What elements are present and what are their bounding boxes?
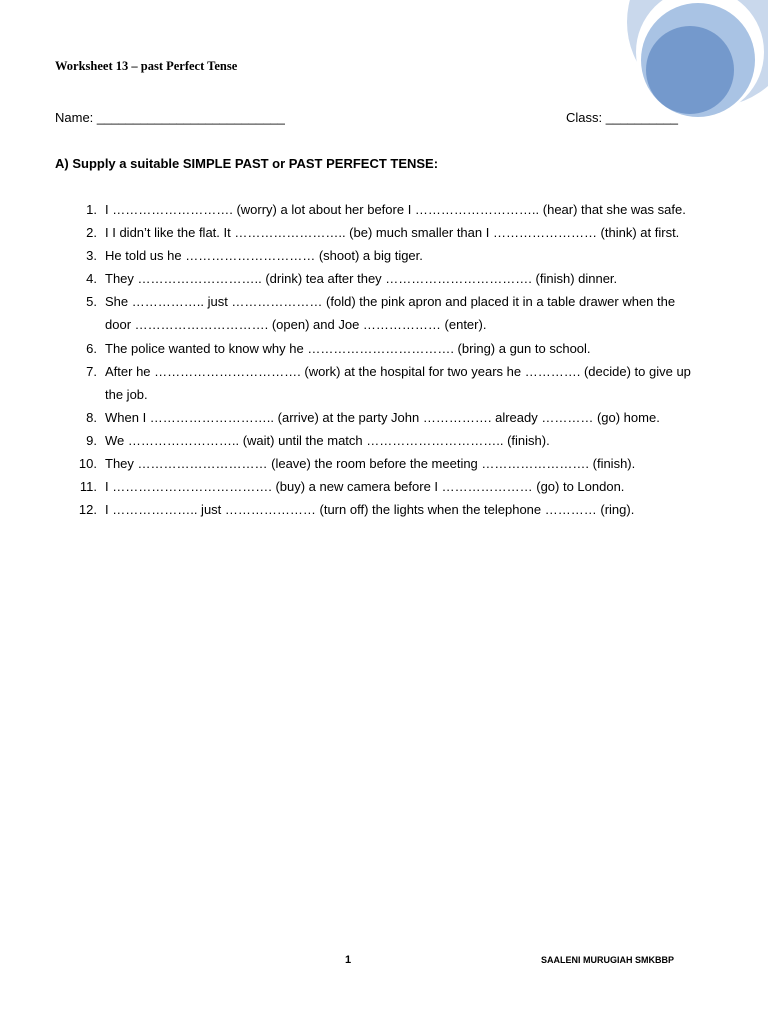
question-item [55, 452, 695, 475]
question-number: 1. [86, 202, 97, 217]
question-number: 4. [86, 271, 97, 287]
inner-circle [646, 26, 734, 114]
worksheet-title: Worksheet 13 – past Perfect Tense [55, 59, 238, 73]
question-item [55, 429, 695, 452]
question-text: The police wanted to know why he ……………………………. (bring) a gun to school. [105, 340, 591, 356]
question-text: We …………………….. (wait) until the match ………………………….. (finish). [105, 432, 550, 448]
question-number: 5. [86, 294, 97, 310]
question-item [55, 498, 695, 521]
question-text: I ……………….. just ………………… (turn off) the lights when the telephone ………… (ring). [105, 502, 635, 518]
question-item [55, 290, 695, 336]
question-number: 7. [86, 363, 97, 379]
footer-author: SAALENI MURUGIAH SMKBBP [541, 955, 675, 965]
question-text: They ………………………… (leave) the room before the meeting ……………………. (finish). [105, 456, 636, 472]
page-number: 1 [345, 954, 352, 966]
question-number: 2. [86, 225, 97, 241]
section-heading: A) Supply a suitable SIMPLE PAST or PAST PERFECT TENSE: [55, 156, 439, 171]
question-number: 6. [86, 340, 97, 356]
question-number: 8. [86, 409, 97, 425]
question-number: 10. [78, 456, 97, 472]
class-field-line: Class: __________ [566, 110, 679, 125]
question-item [55, 337, 695, 360]
question-list [55, 198, 695, 521]
question-text: I I didn’t like the flat. It …………………….. (be) much smaller than I …………………… (think) at first. [105, 225, 680, 241]
question-item [55, 221, 695, 244]
question-item [55, 406, 695, 429]
question-item [55, 244, 695, 267]
question-number: 9. [86, 432, 97, 448]
question-number: 12. [78, 502, 97, 518]
question-text: They ……………………….. (drink) tea after they ……………………………. (finish) dinner. [105, 271, 618, 287]
question-text: After he ……………………………. (work) at the hospital for two years he …………. (decide) to give up the job. [105, 363, 691, 402]
question-number: 3. [86, 248, 97, 264]
question-text: She …………….. just ………………… (fold) the pink apron and placed it in a table drawer when the door …………………………. (open) and Joe ……………… (enter). [105, 294, 676, 333]
question-item [55, 267, 695, 290]
question-number: 11. [79, 479, 97, 495]
question-text: I ………………………. (worry) a lot about her before I ……………………….. (hear) that she was safe. [105, 202, 686, 217]
question-text: I ………………………………. (buy) a new camera before I ………………… (go) to London. [105, 479, 625, 495]
question-text: When I ……………………….. (arrive) at the party John ……………. already ………… (go) home. [105, 409, 660, 425]
question-text: He told us he ………………………… (shoot) a big tiger. [105, 248, 423, 264]
question-item [55, 360, 695, 406]
question-item [55, 475, 695, 498]
name-field-line: Name: __________________________ [55, 110, 285, 125]
question-item [55, 198, 695, 221]
